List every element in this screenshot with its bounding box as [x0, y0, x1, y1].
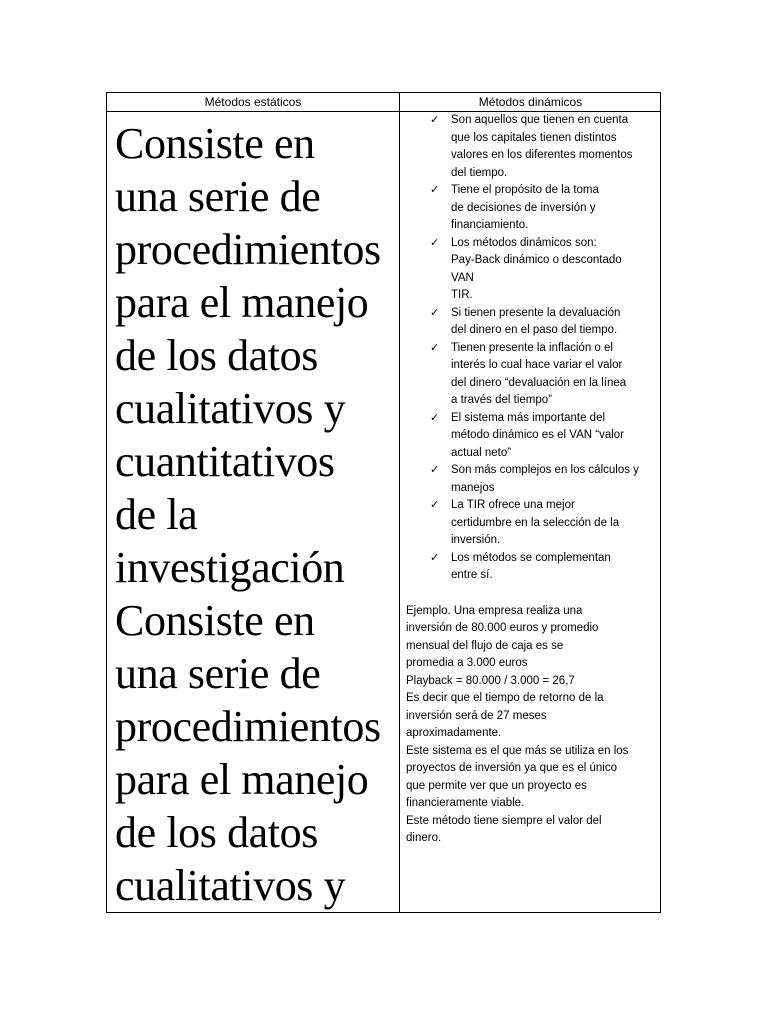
dynamic-method-line: interés lo cual hace variar el valor	[451, 359, 623, 371]
check-icon: ✓	[430, 236, 440, 249]
dynamic-method-line: manejos	[451, 481, 495, 494]
check-icon: ✓	[430, 499, 440, 511]
dynamic-method-line: de decisiones de inversión y	[451, 201, 596, 214]
dynamic-method-line: certidumbre en la selección de la	[451, 516, 620, 529]
dynamic-method-item	[405, 340, 657, 410]
static-text-line: investigación	[115, 543, 345, 592]
static-text-line: Consiste en	[115, 119, 315, 168]
example-line: inversión será de 27 meses	[406, 709, 547, 722]
static-text-line: una serie de	[115, 649, 321, 698]
dynamic-methods-cell	[405, 112, 657, 910]
static-methods-cell	[115, 117, 399, 910]
dynamic-method-line: Los métodos se complementan	[451, 551, 611, 564]
dynamic-method-item	[405, 497, 657, 550]
dynamic-method-line: del dinero “devaluación en la línea	[451, 376, 627, 389]
header-static-methods: Métodos estáticos	[204, 95, 302, 109]
static-text-line: cualitativos y	[115, 861, 346, 910]
check-icon: ✓	[430, 464, 440, 476]
check-icon: ✓	[430, 184, 440, 196]
dynamic-method-line: a través del tiempo”	[451, 394, 552, 406]
dynamic-methods-list	[405, 112, 657, 585]
static-text-line: de la	[115, 490, 198, 539]
example-line: aproximadamente.	[406, 727, 502, 739]
check-icon: ✓	[430, 306, 440, 319]
static-text-line: de los datos	[115, 331, 318, 380]
static-text-line: para el manejo	[115, 755, 369, 804]
dynamic-method-line: Si tienen presente la devaluación	[451, 306, 621, 319]
dynamic-method-line: El sistema más importante del	[451, 411, 606, 424]
dynamic-method-line: actual neto”	[451, 446, 512, 459]
example-line: Es decir que el tiempo de retorno de la	[406, 692, 604, 704]
check-icon: ✓	[430, 411, 440, 424]
dynamic-method-line: financiamiento.	[451, 219, 529, 231]
example-line: dinero.	[406, 832, 442, 844]
dynamic-method-item	[405, 182, 657, 235]
example-line: Playback = 80.000 / 3.000 = 26,7	[406, 674, 575, 687]
dynamic-method-item	[405, 410, 657, 463]
dynamic-method-line: Son más complejos en los cálculos y	[451, 464, 639, 476]
dynamic-method-item	[405, 112, 657, 182]
example-line: inversión de 80.000 euros y promedio	[406, 622, 599, 634]
dynamic-method-line: método dinámico es el VAN “valor	[451, 429, 624, 441]
dynamic-method-line: Tienen presente la inflación o el	[451, 341, 613, 354]
dynamic-method-line: Son aquellos que tienen en cuenta	[451, 114, 629, 126]
example-line: promedia a 3.000 euros	[406, 657, 528, 669]
dynamic-method-line: TIR.	[451, 289, 473, 301]
dynamic-method-line: VAN	[451, 271, 474, 284]
dynamic-method-line: del tiempo.	[451, 166, 508, 179]
dynamic-method-line: Tiene el propósito de la toma	[451, 184, 599, 196]
dynamic-method-item	[405, 462, 657, 497]
dynamic-method-line: que los capitales tienen distintos	[451, 131, 617, 144]
check-icon: ✓	[430, 551, 440, 564]
static-methods-text	[115, 117, 399, 910]
static-text-line: procedimientos	[115, 225, 381, 274]
dynamic-method-line: inversión.	[451, 534, 501, 546]
static-text-line: una serie de	[115, 172, 321, 221]
example-paragraph	[405, 603, 657, 848]
check-icon: ✓	[430, 114, 440, 126]
example-line: proyectos de inversión ya que es el único	[406, 762, 617, 774]
dynamic-method-item	[405, 550, 657, 585]
dynamic-method-line: valores en los diferentes momentos	[451, 149, 633, 161]
dynamic-method-line: Los métodos dinámicos son:	[451, 236, 597, 249]
example-line: que permite ver que un proyecto es	[406, 779, 587, 792]
example-line: mensual del flujo de caja es se	[406, 639, 564, 652]
example-line: financieramente viable.	[406, 797, 525, 809]
dynamic-method-line: entre sí.	[451, 569, 493, 581]
comparison-table	[106, 92, 661, 913]
static-text-line: Consiste en	[115, 596, 315, 645]
dynamic-method-item	[405, 305, 657, 340]
example-line: Este sistema es el que más se utiliza en los	[406, 744, 629, 757]
example-line: Ejemplo. Una empresa realiza una	[406, 604, 583, 617]
dynamic-method-item	[405, 235, 657, 305]
static-text-line: de los datos	[115, 808, 318, 857]
static-text-line: procedimientos	[115, 702, 381, 751]
dynamic-method-line: Pay-Back dinámico o descontado	[451, 254, 622, 266]
static-text-line: cualitativos y	[115, 384, 346, 433]
header-dynamic-methods: Métodos dinámicos	[478, 95, 583, 109]
static-text-line: para el manejo	[115, 278, 369, 327]
dynamic-method-line: La TIR ofrece una mejor	[451, 499, 575, 511]
example-line: Este método tiene siempre el valor del	[406, 814, 602, 827]
column-divider	[399, 93, 400, 912]
check-icon: ✓	[430, 341, 440, 354]
dynamic-method-line: del dinero en el paso del tiempo.	[451, 324, 618, 336]
static-text-line: cuantitativos	[115, 437, 335, 486]
